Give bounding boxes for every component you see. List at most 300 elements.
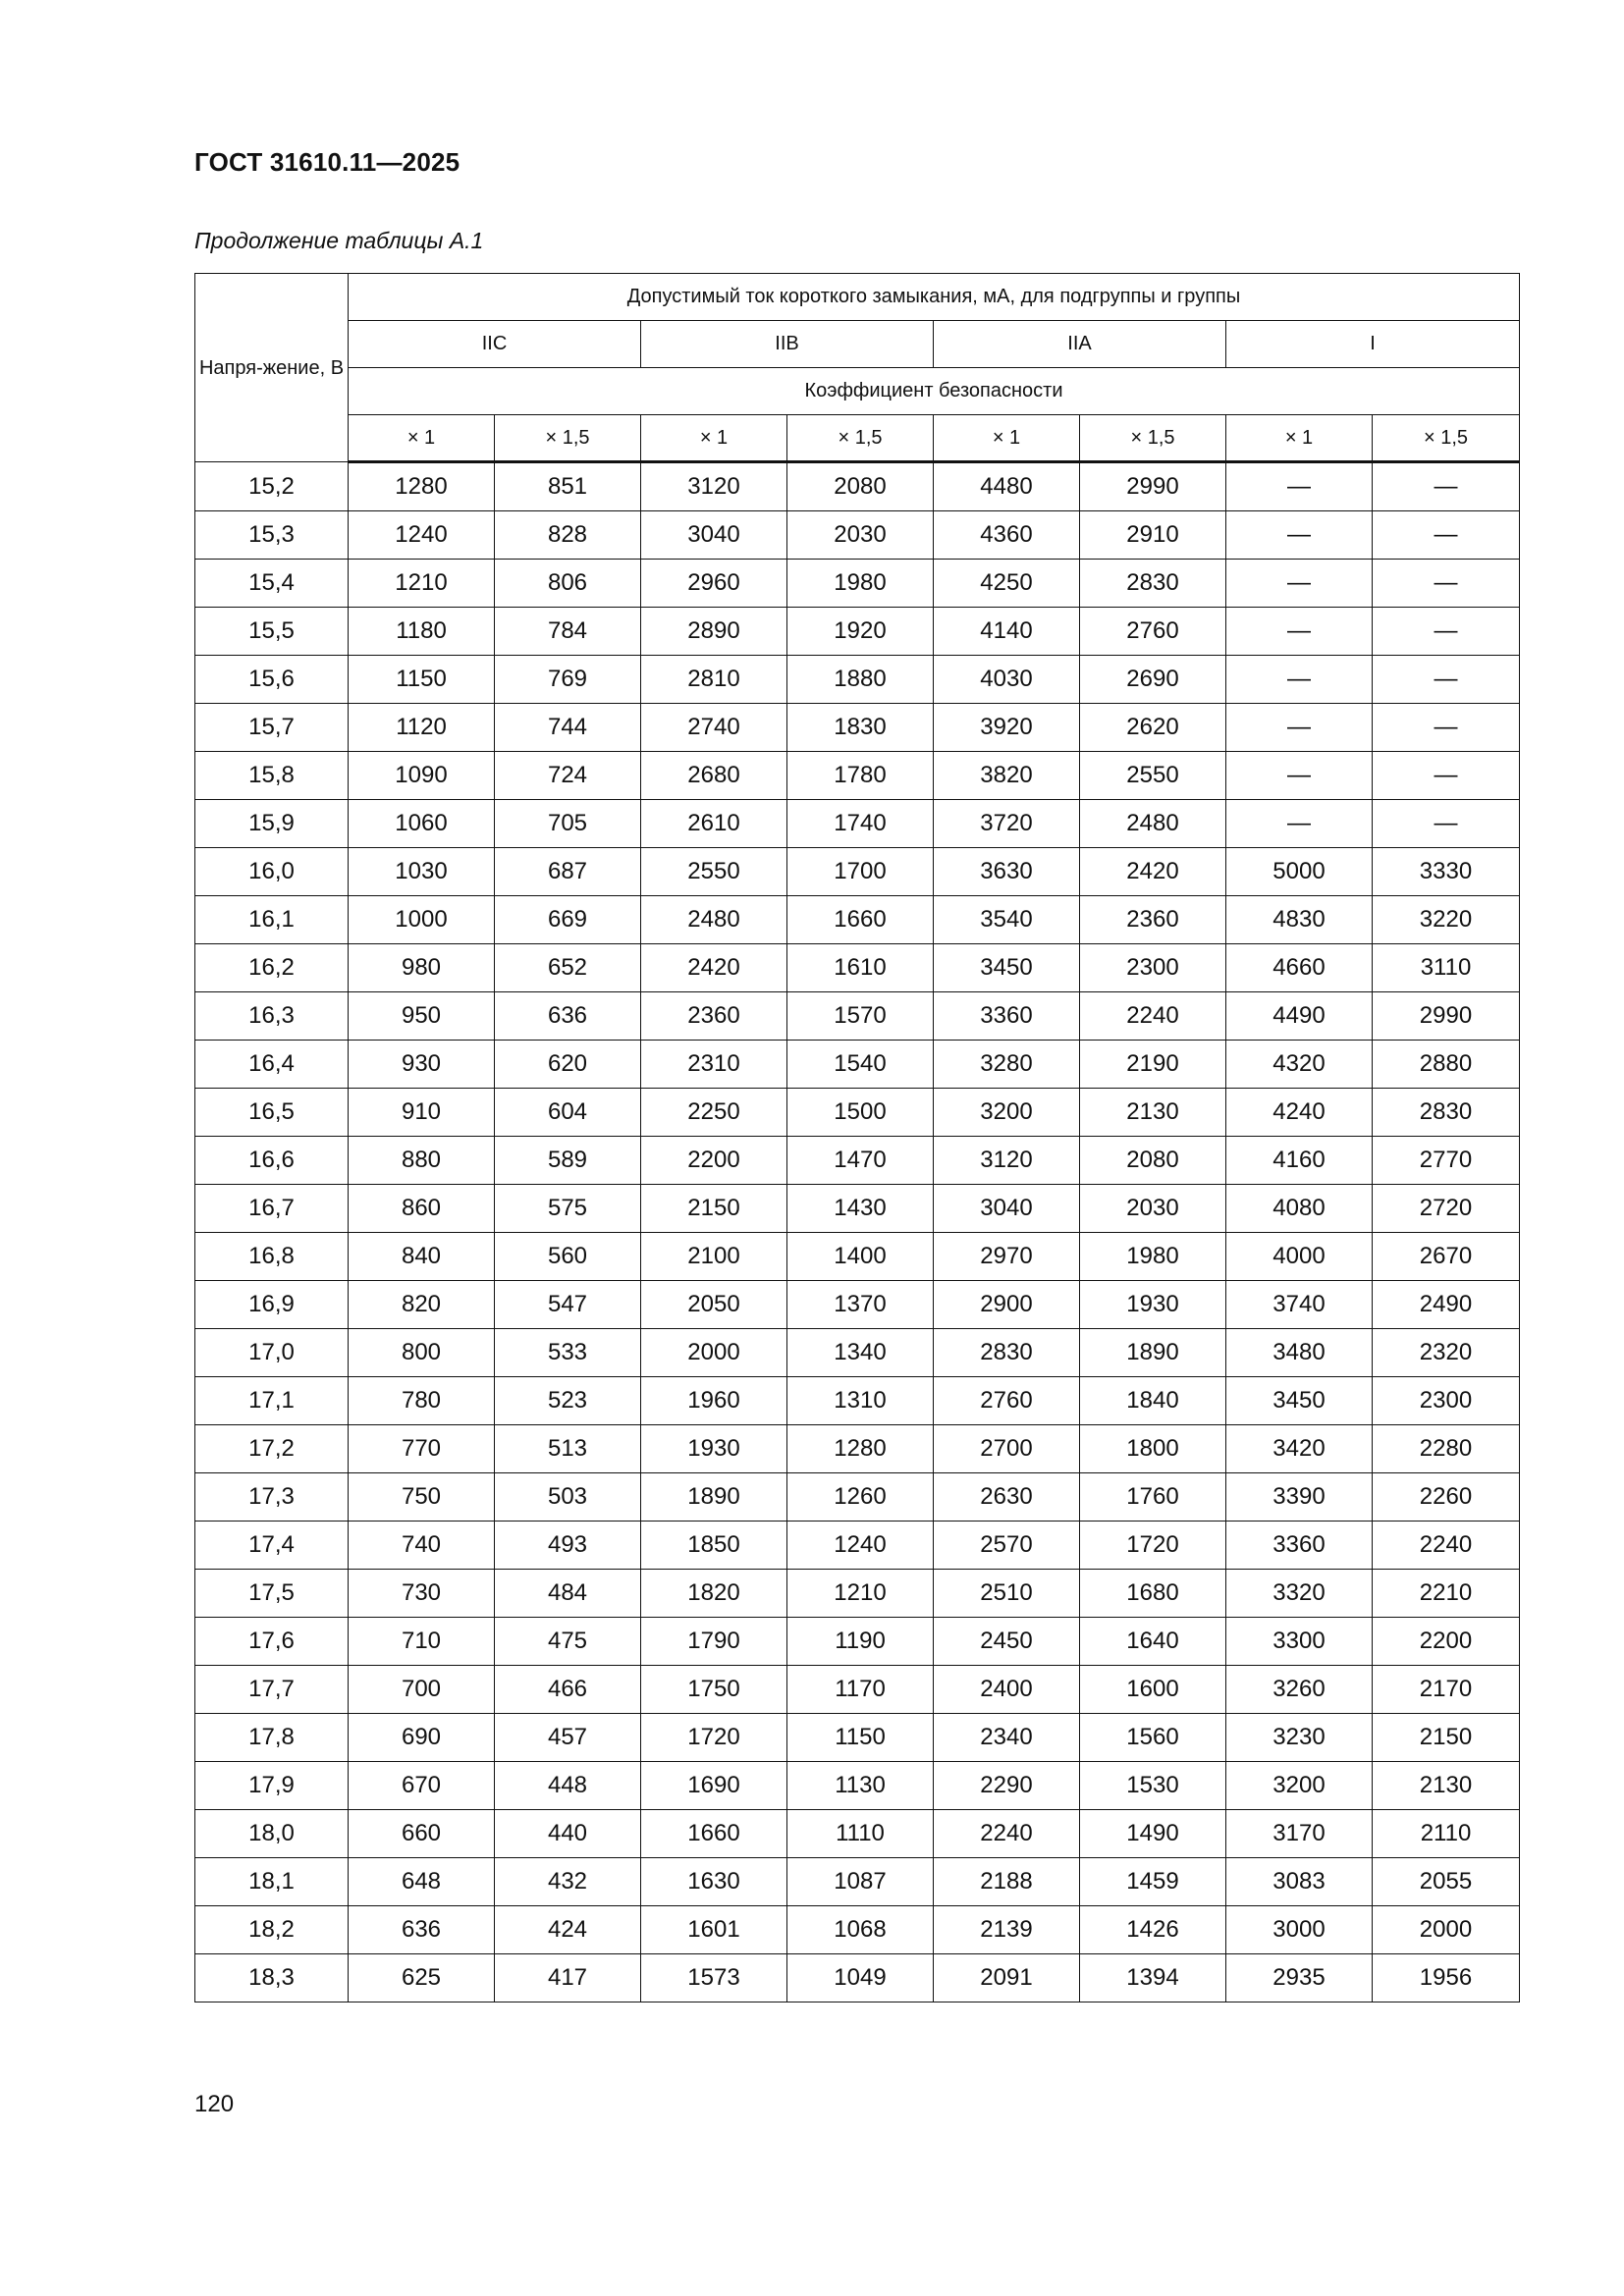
- current-cell: 2480: [641, 896, 787, 944]
- table-row: [195, 1762, 1520, 1810]
- table-row: [195, 1810, 1520, 1858]
- table-row: [195, 1618, 1520, 1666]
- current-cell: 4240: [1226, 1089, 1373, 1137]
- current-cell: 1530: [1080, 1762, 1226, 1810]
- current-cell: 2400: [934, 1666, 1080, 1714]
- current-cell: 1630: [641, 1858, 787, 1906]
- table-row: [195, 800, 1520, 848]
- current-cell: 1890: [1080, 1329, 1226, 1377]
- factor-header: × 1,5: [787, 415, 934, 462]
- current-cell: 930: [349, 1041, 495, 1089]
- voltage-cell: 16,5: [195, 1089, 349, 1137]
- current-cell: 5000: [1226, 848, 1373, 896]
- current-cell: 440: [495, 1810, 641, 1858]
- current-cell: 475: [495, 1618, 641, 1666]
- current-cell: 4360: [934, 511, 1080, 560]
- current-cell: 2935: [1226, 1954, 1373, 2002]
- current-cell: 2150: [1373, 1714, 1520, 1762]
- current-cell: 3120: [641, 462, 787, 511]
- table-row: [195, 656, 1520, 704]
- current-cell: 3740: [1226, 1281, 1373, 1329]
- current-cell: 560: [495, 1233, 641, 1281]
- current-cell: 533: [495, 1329, 641, 1377]
- current-cell: 2990: [1080, 462, 1226, 511]
- current-cell: —: [1226, 608, 1373, 656]
- current-cell: 448: [495, 1762, 641, 1810]
- current-cell: 3450: [1226, 1377, 1373, 1425]
- current-cell: 2680: [641, 752, 787, 800]
- table-row: [195, 1714, 1520, 1762]
- current-cell: 1980: [1080, 1233, 1226, 1281]
- voltage-cell: 15,7: [195, 704, 349, 752]
- current-cell: 2970: [934, 1233, 1080, 1281]
- current-cell: 1240: [787, 1522, 934, 1570]
- current-cell: 669: [495, 896, 641, 944]
- current-cell: 2240: [1080, 992, 1226, 1041]
- current-cell: 690: [349, 1714, 495, 1762]
- current-cell: 2830: [934, 1329, 1080, 1377]
- current-cell: 2490: [1373, 1281, 1520, 1329]
- current-cell: 700: [349, 1666, 495, 1714]
- current-cell: 806: [495, 560, 641, 608]
- current-cell: 3300: [1226, 1618, 1373, 1666]
- voltage-cell: 17,1: [195, 1377, 349, 1425]
- current-cell: 2100: [641, 1233, 787, 1281]
- current-cell: 1740: [787, 800, 934, 848]
- current-cell: 1394: [1080, 1954, 1226, 2002]
- current-cell: 1370: [787, 1281, 934, 1329]
- current-cell: 484: [495, 1570, 641, 1618]
- current-cell: 4000: [1226, 1233, 1373, 1281]
- current-cell: 3540: [934, 896, 1080, 944]
- table-row: [195, 1954, 1520, 2002]
- current-cell: 2300: [1373, 1377, 1520, 1425]
- current-cell: 3230: [1226, 1714, 1373, 1762]
- current-cell: 2080: [787, 462, 934, 511]
- current-cell: 417: [495, 1954, 641, 2002]
- current-cell: 740: [349, 1522, 495, 1570]
- voltage-cell: 17,9: [195, 1762, 349, 1810]
- current-cell: 3920: [934, 704, 1080, 752]
- current-cell: 2030: [1080, 1185, 1226, 1233]
- current-cell: 840: [349, 1233, 495, 1281]
- table-row: [195, 511, 1520, 560]
- current-cell: 2670: [1373, 1233, 1520, 1281]
- current-cell: 2190: [1080, 1041, 1226, 1089]
- current-cell: 2055: [1373, 1858, 1520, 1906]
- current-cell: 1830: [787, 704, 934, 752]
- voltage-cell: 17,5: [195, 1570, 349, 1618]
- current-cell: 1090: [349, 752, 495, 800]
- voltage-cell: 15,4: [195, 560, 349, 608]
- current-cell: 784: [495, 608, 641, 656]
- current-cell: 1110: [787, 1810, 934, 1858]
- factor-header: × 1: [1226, 415, 1373, 462]
- current-cell: 1573: [641, 1954, 787, 2002]
- factor-header: × 1: [934, 415, 1080, 462]
- current-cell: 1820: [641, 1570, 787, 1618]
- current-cell: —: [1226, 800, 1373, 848]
- current-cell: 1780: [787, 752, 934, 800]
- current-cell: 4250: [934, 560, 1080, 608]
- table-row: [195, 704, 1520, 752]
- current-cell: 851: [495, 462, 641, 511]
- voltage-cell: 15,2: [195, 462, 349, 511]
- current-cell: 4030: [934, 656, 1080, 704]
- current-cell: 2091: [934, 1954, 1080, 2002]
- current-cell: 1459: [1080, 1858, 1226, 1906]
- group-header: IIC: [349, 321, 641, 368]
- table-row: [195, 1281, 1520, 1329]
- table-row: [195, 1329, 1520, 1377]
- current-cell: —: [1373, 511, 1520, 560]
- voltage-column-header: Напря-жение, В: [195, 274, 349, 462]
- current-cell: 910: [349, 1089, 495, 1137]
- current-cell: 2300: [1080, 944, 1226, 992]
- current-cell: 4480: [934, 462, 1080, 511]
- current-cell: —: [1226, 656, 1373, 704]
- current-cell: 1310: [787, 1377, 934, 1425]
- current-cell: 3480: [1226, 1329, 1373, 1377]
- current-cell: 2830: [1373, 1089, 1520, 1137]
- factor-header: × 1,5: [495, 415, 641, 462]
- current-cell: 3420: [1226, 1425, 1373, 1473]
- current-cell: 3200: [1226, 1762, 1373, 1810]
- current-cell: 2740: [641, 704, 787, 752]
- current-cell: 1210: [787, 1570, 934, 1618]
- current-cell: 625: [349, 1954, 495, 2002]
- current-cell: 3630: [934, 848, 1080, 896]
- current-cell: 466: [495, 1666, 641, 1714]
- voltage-cell: 17,0: [195, 1329, 349, 1377]
- current-cell: 3450: [934, 944, 1080, 992]
- current-cell: 2890: [641, 608, 787, 656]
- table-row: [195, 1570, 1520, 1618]
- current-cell: —: [1373, 462, 1520, 511]
- current-cell: 730: [349, 1570, 495, 1618]
- current-cell: 2760: [1080, 608, 1226, 656]
- current-cell: 2240: [1373, 1522, 1520, 1570]
- current-cell: 3820: [934, 752, 1080, 800]
- current-cell: 1068: [787, 1906, 934, 1954]
- current-cell: 3220: [1373, 896, 1520, 944]
- current-cell: 2080: [1080, 1137, 1226, 1185]
- current-cell: 2170: [1373, 1666, 1520, 1714]
- factor-header: × 1,5: [1373, 415, 1520, 462]
- voltage-cell: 17,4: [195, 1522, 349, 1570]
- current-cell: 3360: [934, 992, 1080, 1041]
- table-row: [195, 1906, 1520, 1954]
- current-cell: 2550: [641, 848, 787, 896]
- current-cell: 2810: [641, 656, 787, 704]
- voltage-cell: 16,0: [195, 848, 349, 896]
- current-cell: 4160: [1226, 1137, 1373, 1185]
- current-cell: 493: [495, 1522, 641, 1570]
- current-cell: 1120: [349, 704, 495, 752]
- voltage-cell: 18,1: [195, 1858, 349, 1906]
- current-cell: 744: [495, 704, 641, 752]
- table-row: [195, 1137, 1520, 1185]
- current-cell: 2130: [1080, 1089, 1226, 1137]
- current-cell: 3110: [1373, 944, 1520, 992]
- current-cell: 770: [349, 1425, 495, 1473]
- current-cell: 2960: [641, 560, 787, 608]
- table-row: [195, 992, 1520, 1041]
- current-cell: 2760: [934, 1377, 1080, 1425]
- current-cell: —: [1226, 462, 1373, 511]
- current-cell: 1180: [349, 608, 495, 656]
- current-cell: 1400: [787, 1233, 934, 1281]
- current-cell: 2188: [934, 1858, 1080, 1906]
- current-cell: 2480: [1080, 800, 1226, 848]
- table-row: [195, 608, 1520, 656]
- current-cell: 513: [495, 1425, 641, 1473]
- current-cell: 3330: [1373, 848, 1520, 896]
- current-cell: 1049: [787, 1954, 934, 2002]
- current-cell: 2770: [1373, 1137, 1520, 1185]
- current-cell: —: [1373, 608, 1520, 656]
- table-row: [195, 462, 1520, 511]
- voltage-cell: 16,1: [195, 896, 349, 944]
- current-cell: 2420: [641, 944, 787, 992]
- current-cell: 1470: [787, 1137, 934, 1185]
- current-cell: 1680: [1080, 1570, 1226, 1618]
- current-cell: 3320: [1226, 1570, 1373, 1618]
- current-cell: 1800: [1080, 1425, 1226, 1473]
- current-cell: 636: [349, 1906, 495, 1954]
- current-cell: 2510: [934, 1570, 1080, 1618]
- current-cell: —: [1226, 704, 1373, 752]
- current-cell: 432: [495, 1858, 641, 1906]
- current-cell: 1840: [1080, 1377, 1226, 1425]
- current-cell: 950: [349, 992, 495, 1041]
- table-row: [195, 1425, 1520, 1473]
- current-cell: 2700: [934, 1425, 1080, 1473]
- factor-header: × 1: [349, 415, 495, 462]
- current-cell: 1660: [787, 896, 934, 944]
- current-cell: 1540: [787, 1041, 934, 1089]
- table-row: [195, 1041, 1520, 1089]
- current-cell: 1560: [1080, 1714, 1226, 1762]
- current-cell: 3360: [1226, 1522, 1373, 1570]
- page-number: 120: [194, 2091, 235, 2117]
- current-cell: 4660: [1226, 944, 1373, 992]
- current-cell: 1426: [1080, 1906, 1226, 1954]
- current-cell: —: [1226, 752, 1373, 800]
- current-cell: —: [1226, 560, 1373, 608]
- current-cell: 2000: [1373, 1906, 1520, 1954]
- current-cell: 820: [349, 1281, 495, 1329]
- table-row: [195, 1858, 1520, 1906]
- current-cell: 648: [349, 1858, 495, 1906]
- voltage-cell: 18,0: [195, 1810, 349, 1858]
- current-cell: 2130: [1373, 1762, 1520, 1810]
- table-row: [195, 1473, 1520, 1522]
- current-cell: 3040: [641, 511, 787, 560]
- current-cell: 4080: [1226, 1185, 1373, 1233]
- current-cell: 828: [495, 511, 641, 560]
- current-cell: 1570: [787, 992, 934, 1041]
- current-cell: 2360: [1080, 896, 1226, 944]
- voltage-cell: 18,3: [195, 1954, 349, 2002]
- current-cell: 1210: [349, 560, 495, 608]
- current-cell: 3200: [934, 1089, 1080, 1137]
- table-body: [195, 462, 1520, 2002]
- current-cell: 1960: [641, 1377, 787, 1425]
- current-cell: 2340: [934, 1714, 1080, 1762]
- current-cell: 1720: [1080, 1522, 1226, 1570]
- current-cell: 2260: [1373, 1473, 1520, 1522]
- current-cell: 2630: [934, 1473, 1080, 1522]
- current-cell: 1750: [641, 1666, 787, 1714]
- current-cell: 1610: [787, 944, 934, 992]
- current-cell: —: [1373, 704, 1520, 752]
- current-cell: 589: [495, 1137, 641, 1185]
- current-cell: 1600: [1080, 1666, 1226, 1714]
- current-cell: 575: [495, 1185, 641, 1233]
- current-cell: 1060: [349, 800, 495, 848]
- current-cell: 670: [349, 1762, 495, 1810]
- current-cell: 705: [495, 800, 641, 848]
- current-cell: 2690: [1080, 656, 1226, 704]
- current-cell: 1240: [349, 511, 495, 560]
- current-cell: 2900: [934, 1281, 1080, 1329]
- current-cell: 1000: [349, 896, 495, 944]
- current-cell: 457: [495, 1714, 641, 1762]
- current-cell: 1760: [1080, 1473, 1226, 1522]
- voltage-cell: 17,7: [195, 1666, 349, 1714]
- current-cell: 1280: [349, 462, 495, 511]
- current-cell: 3260: [1226, 1666, 1373, 1714]
- voltage-cell: 16,9: [195, 1281, 349, 1329]
- voltage-cell: 15,5: [195, 608, 349, 656]
- current-cell: 780: [349, 1377, 495, 1425]
- current-cell: 1260: [787, 1473, 934, 1522]
- current-cell: 652: [495, 944, 641, 992]
- current-cell: 2139: [934, 1906, 1080, 1954]
- current-cell: 4140: [934, 608, 1080, 656]
- current-cell: 660: [349, 1810, 495, 1858]
- current-cell: 4830: [1226, 896, 1373, 944]
- current-header: Допустимый ток короткого замыкания, мА, для подгруппы и группы: [349, 274, 1520, 321]
- current-cell: 2200: [1373, 1618, 1520, 1666]
- current-cell: 1980: [787, 560, 934, 608]
- current-cell: 1280: [787, 1425, 934, 1473]
- current-cell: 1880: [787, 656, 934, 704]
- current-cell: 724: [495, 752, 641, 800]
- current-cell: 1340: [787, 1329, 934, 1377]
- factor-header: × 1: [641, 415, 787, 462]
- current-cell: 604: [495, 1089, 641, 1137]
- current-cell: —: [1226, 511, 1373, 560]
- table-row: [195, 1233, 1520, 1281]
- current-cell: 2310: [641, 1041, 787, 1089]
- current-cell: 3120: [934, 1137, 1080, 1185]
- current-cell: 2610: [641, 800, 787, 848]
- current-cell: 1150: [349, 656, 495, 704]
- current-cell: 2420: [1080, 848, 1226, 896]
- current-cell: 750: [349, 1473, 495, 1522]
- current-cell: 800: [349, 1329, 495, 1377]
- current-cell: 1790: [641, 1618, 787, 1666]
- current-cell: 1956: [1373, 1954, 1520, 2002]
- current-cell: 1170: [787, 1666, 934, 1714]
- current-cell: 1130: [787, 1762, 934, 1810]
- current-cell: —: [1373, 800, 1520, 848]
- current-cell: 1190: [787, 1618, 934, 1666]
- voltage-cell: 17,3: [195, 1473, 349, 1522]
- current-cell: 2910: [1080, 511, 1226, 560]
- current-cell: 2570: [934, 1522, 1080, 1570]
- current-cell: 1930: [1080, 1281, 1226, 1329]
- current-cell: 3040: [934, 1185, 1080, 1233]
- current-cell: 1601: [641, 1906, 787, 1954]
- current-cell: —: [1373, 752, 1520, 800]
- current-cell: 1890: [641, 1473, 787, 1522]
- current-cell: 1850: [641, 1522, 787, 1570]
- voltage-cell: 15,3: [195, 511, 349, 560]
- current-cell: 710: [349, 1618, 495, 1666]
- current-cell: 1690: [641, 1762, 787, 1810]
- current-cell: 2210: [1373, 1570, 1520, 1618]
- current-cell: 1430: [787, 1185, 934, 1233]
- group-header: IIB: [641, 321, 934, 368]
- current-cell: 1490: [1080, 1810, 1226, 1858]
- voltage-cell: 16,7: [195, 1185, 349, 1233]
- current-cell: 2030: [787, 511, 934, 560]
- current-cell: 3280: [934, 1041, 1080, 1089]
- voltage-cell: 17,6: [195, 1618, 349, 1666]
- current-cell: 1500: [787, 1089, 934, 1137]
- document-header: ГОСТ 31610.11—2025: [194, 147, 460, 177]
- table-row: [195, 1089, 1520, 1137]
- voltage-cell: 18,2: [195, 1906, 349, 1954]
- current-cell: 523: [495, 1377, 641, 1425]
- current-cell: 1700: [787, 848, 934, 896]
- current-cell: 980: [349, 944, 495, 992]
- current-cell: 1660: [641, 1810, 787, 1858]
- voltage-cell: 15,9: [195, 800, 349, 848]
- current-cell: 2550: [1080, 752, 1226, 800]
- current-cell: 769: [495, 656, 641, 704]
- current-cell: 3170: [1226, 1810, 1373, 1858]
- current-cell: 2200: [641, 1137, 787, 1185]
- current-cell: 1150: [787, 1714, 934, 1762]
- table-caption: Продолжение таблицы А.1: [194, 228, 484, 253]
- voltage-cell: 15,8: [195, 752, 349, 800]
- voltage-cell: 17,8: [195, 1714, 349, 1762]
- voltage-cell: 15,6: [195, 656, 349, 704]
- current-cell: 1640: [1080, 1618, 1226, 1666]
- current-cell: 3390: [1226, 1473, 1373, 1522]
- current-cell: 503: [495, 1473, 641, 1522]
- current-cell: 2240: [934, 1810, 1080, 1858]
- current-cell: 2450: [934, 1618, 1080, 1666]
- current-cell: 547: [495, 1281, 641, 1329]
- current-cell: 1930: [641, 1425, 787, 1473]
- table-row: [195, 560, 1520, 608]
- table-row: [195, 944, 1520, 992]
- current-cell: 2290: [934, 1762, 1080, 1810]
- current-cell: 860: [349, 1185, 495, 1233]
- current-table: [194, 273, 1520, 2002]
- voltage-cell: 16,4: [195, 1041, 349, 1089]
- group-header: IIA: [934, 321, 1226, 368]
- current-cell: 4490: [1226, 992, 1373, 1041]
- current-cell: 2620: [1080, 704, 1226, 752]
- current-cell: —: [1373, 656, 1520, 704]
- current-cell: 1920: [787, 608, 934, 656]
